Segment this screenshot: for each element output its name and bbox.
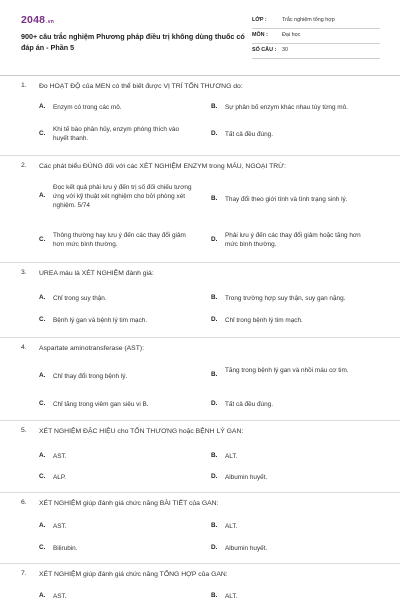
option-text: AST.	[53, 593, 67, 600]
option-d[interactable]	[211, 130, 376, 140]
meta-label: LỚP :	[252, 17, 267, 23]
option-text: Bệnh lý gan và bệnh lý tim mạch.	[53, 317, 148, 324]
option-text: Chỉ tăng trong viêm gan siêu vi B.	[53, 401, 149, 408]
option-a[interactable]	[39, 103, 194, 113]
option-a[interactable]	[39, 372, 194, 382]
option-letter: C.	[39, 400, 46, 407]
option-letter: B.	[211, 592, 218, 599]
option-b[interactable]	[211, 294, 376, 304]
option-text: Bilirubin.	[53, 545, 78, 552]
site-logo[interactable]	[21, 14, 54, 26]
question-text: Các phát biểu ĐÚNG đối với các XÉT NGHIỆM ENZYM trong MÁU, NGOẠI TRỪ:	[39, 163, 286, 170]
option-b[interactable]	[211, 195, 376, 205]
option-text: Thông thường hay lưu ý đến các thay đổi giảm hơn mức bình thường.	[53, 232, 186, 249]
option-text: Chỉ trong bệnh lý tim mạch.	[225, 317, 303, 324]
question-number: 7.	[21, 570, 27, 577]
option-text: Tất cả đều đúng.	[225, 401, 273, 408]
option-letter: A.	[39, 522, 46, 529]
option-letter: D.	[211, 473, 218, 480]
question-text: Đo HOẠT ĐỘ của MEN có thể biết được VỊ TRÍ TỔN THƯƠNG do:	[39, 83, 243, 90]
option-d[interactable]	[211, 544, 376, 554]
option-letter: B.	[211, 195, 218, 202]
option-letter: A.	[39, 294, 46, 301]
option-letter: D.	[211, 544, 218, 551]
logo-main-text: 2048	[21, 14, 46, 26]
option-letter: D.	[211, 316, 218, 323]
option-text: Phải lưu ý đến các thay đổi giảm hoặc tăng hơn mức bình thường.	[225, 232, 361, 249]
option-a[interactable]	[39, 452, 194, 462]
option-a[interactable]	[39, 183, 194, 212]
option-b[interactable]	[211, 452, 376, 462]
option-b[interactable]	[211, 103, 376, 113]
option-letter: C.	[39, 473, 46, 480]
option-c[interactable]	[39, 231, 194, 251]
option-b[interactable]	[211, 366, 376, 386]
option-a[interactable]	[39, 592, 194, 600]
question-separator	[0, 563, 400, 564]
option-text: Enzym có trong các mô.	[53, 104, 122, 111]
question-number: 2.	[21, 162, 27, 169]
option-letter: C.	[39, 130, 46, 137]
option-c[interactable]	[39, 400, 194, 410]
option-letter: B.	[211, 522, 218, 529]
option-letter: B.	[211, 452, 218, 459]
question-number: 5.	[21, 427, 27, 434]
question-separator	[0, 420, 400, 421]
option-c[interactable]	[39, 473, 194, 483]
option-c[interactable]	[39, 125, 194, 145]
question-text: XÉT NGHIỆM ĐẶC HIỆU cho TỔN THƯƠNG hoặc BỆNH LÝ GAN:	[39, 428, 244, 435]
option-text: Tất cả đều đúng.	[225, 131, 273, 138]
option-text: AST.	[53, 523, 67, 530]
document-meta	[252, 14, 380, 59]
question-text: XÉT NGHIỆM giúp đánh giá chức năng TỔNG HỢP của GAN:	[39, 571, 228, 578]
option-letter: B.	[211, 103, 218, 110]
option-text: ALT.	[225, 523, 238, 530]
question-text: UREA máu là XÉT NGHIỆM đánh giá:	[39, 270, 154, 277]
option-letter: A.	[39, 592, 46, 599]
option-text: Chỉ trong suy thận.	[53, 295, 107, 302]
option-d[interactable]	[211, 231, 376, 251]
question-separator	[0, 262, 400, 263]
option-letter: D.	[211, 130, 218, 137]
option-a[interactable]	[39, 294, 194, 304]
option-letter: A.	[39, 103, 46, 110]
option-b[interactable]	[211, 522, 376, 532]
option-letter: D.	[211, 236, 218, 243]
question-number: 4.	[21, 344, 27, 351]
question-text: XÉT NGHIỆM giúp đánh giá chức năng BÀI TIẾT của GAN:	[39, 500, 219, 507]
meta-row-subject	[252, 29, 380, 44]
option-letter: C.	[39, 236, 46, 243]
option-text: Tăng trong bệnh lý gan và nhồi máu cơ tim.	[225, 367, 349, 374]
question-separator	[0, 337, 400, 338]
option-text: Chỉ thay đổi trong bệnh lý.	[53, 373, 128, 380]
option-letter: A.	[39, 192, 46, 199]
option-letter: B.	[211, 371, 218, 378]
option-c[interactable]	[39, 316, 194, 326]
option-d[interactable]	[211, 473, 376, 483]
option-letter: D.	[211, 400, 218, 407]
option-letter: A.	[39, 372, 46, 379]
option-letter: A.	[39, 452, 46, 459]
option-text: AST.	[53, 453, 67, 460]
question-number: 1.	[21, 82, 27, 89]
document-header	[0, 0, 400, 68]
question-separator	[0, 155, 400, 156]
option-letter: C.	[39, 544, 46, 551]
option-text: Thay đổi theo giới tính và tình trạng sinh lý.	[225, 196, 348, 203]
meta-value: Trắc nghiệm tổng hợp	[282, 17, 335, 23]
question-text: Aspartate aminotransferase (AST):	[39, 345, 145, 352]
option-letter: C.	[39, 316, 46, 323]
option-text: Khi tế bào phân hủy, enzym phóng thích vào huyết thanh.	[53, 126, 180, 143]
meta-value: 30	[282, 47, 288, 53]
option-text: Đọc kết quả phải lưu ý đến trị số đối chiếu tương ứng với kỹ thuật xét nghiệm cho bởi phòng xét nghiệm. 5/74	[53, 184, 192, 210]
question-number: 3.	[21, 269, 27, 276]
option-d[interactable]	[211, 400, 376, 410]
question-number: 6.	[21, 499, 27, 506]
question-separator	[0, 492, 400, 493]
option-letter: B.	[211, 294, 218, 301]
option-text: ALT.	[225, 593, 238, 600]
logo-sub-text: .vn	[46, 19, 54, 25]
meta-label: SỐ CÂU :	[252, 47, 277, 53]
meta-row-class	[252, 14, 380, 29]
option-d[interactable]	[211, 316, 376, 326]
option-text: ALP.	[53, 474, 67, 481]
meta-row-count	[252, 44, 380, 59]
meta-value: Đại học	[282, 32, 301, 38]
option-b[interactable]	[211, 592, 376, 600]
option-a[interactable]	[39, 522, 194, 532]
option-text: Albumin huyết.	[225, 545, 268, 552]
document-title: 900+ câu trắc nghiệm Phương pháp điều trị không dùng thuốc có đáp án - Phần 5	[21, 32, 245, 52]
option-text: Trong trường hợp suy thận, suy gan nặng.	[225, 295, 346, 302]
option-text: Sự phân bố enzym khác nhau tùy từng mô.	[225, 104, 348, 111]
option-text: Albumin huyết.	[225, 474, 268, 481]
meta-label: MÔN :	[252, 32, 268, 38]
header-divider	[0, 75, 400, 76]
option-text: ALT.	[225, 453, 238, 460]
option-c[interactable]	[39, 544, 194, 554]
